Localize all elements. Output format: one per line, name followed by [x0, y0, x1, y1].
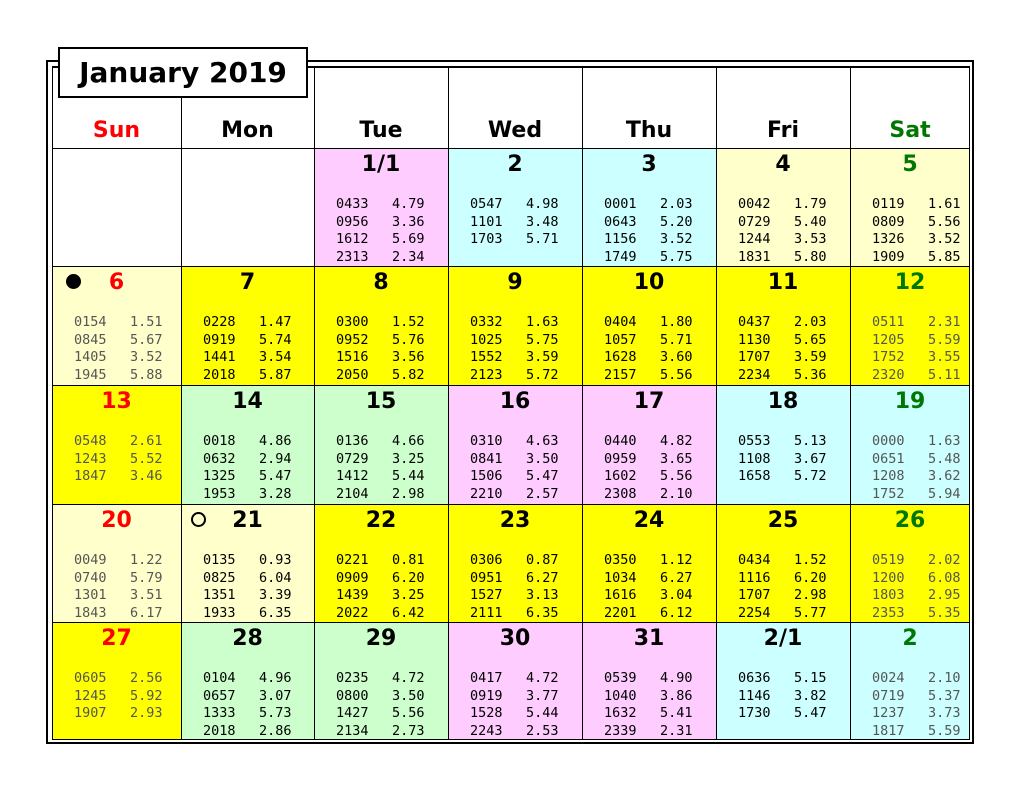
tide-height: 4.90	[660, 670, 693, 686]
tide-time: 1412	[336, 468, 369, 484]
tide-time: 2339	[604, 722, 637, 739]
tide-height: 0.87	[526, 552, 559, 568]
tide-height: 6.08	[928, 569, 961, 586]
tide-time: 0919	[203, 331, 236, 348]
tide-time: 1516	[336, 349, 369, 365]
tide-time: 2022	[336, 604, 369, 621]
tide-height: 3.25	[392, 587, 425, 603]
tide-height: 2.34	[392, 248, 425, 265]
tide-height: 6.17	[130, 604, 163, 621]
tide-time: 0553	[738, 433, 771, 449]
tide-height: 1.63	[526, 314, 559, 330]
tide-time: 1612	[336, 231, 369, 247]
tide-time: 1632	[604, 705, 637, 721]
tide-height: 4.82	[660, 433, 693, 449]
tide-time: 0845	[74, 331, 107, 348]
day-number: 14	[232, 389, 263, 414]
tide-time: 1146	[738, 687, 771, 704]
day-number: 2/1	[763, 626, 803, 651]
tide-time: 1034	[604, 569, 637, 586]
tide-height: 4.72	[392, 670, 425, 686]
tide-time: 0042	[738, 196, 771, 212]
tide-time: 1703	[470, 231, 503, 247]
tide-height: 5.72	[794, 468, 827, 484]
tide-height: 1.22	[130, 552, 163, 568]
tide-time: 1243	[74, 450, 107, 467]
tide-height: 2.86	[259, 722, 292, 739]
day-number: 24	[633, 508, 665, 533]
tide-height: 5.52	[130, 450, 163, 467]
day-number: 3	[641, 152, 657, 177]
tide-height: 2.10	[660, 485, 693, 502]
tide-height: 5.73	[259, 705, 292, 721]
month-title: January 2019	[58, 47, 308, 98]
tide-time: 0433	[336, 196, 369, 212]
day-number: 7	[239, 270, 256, 295]
tide-height: 5.47	[794, 705, 827, 721]
tide-height: 3.82	[794, 687, 827, 704]
tide-height: 4.98	[526, 196, 559, 212]
tide-time: 1301	[74, 587, 107, 603]
tide-height: 5.72	[526, 366, 559, 383]
tide-time: 0959	[604, 450, 637, 467]
tide-height: 3.52	[660, 231, 693, 247]
tide-height: 1.80	[660, 314, 693, 330]
tide-time: 1205	[872, 331, 905, 348]
weekday-sun: Sun	[92, 118, 141, 143]
day-number: 29	[365, 626, 397, 651]
tide-height: 1.61	[928, 196, 961, 212]
tide-time: 0104	[203, 670, 236, 686]
tide-time: 0024	[872, 670, 905, 686]
tide-time: 1707	[738, 587, 771, 603]
tide-height: 5.56	[660, 468, 693, 484]
tide-height: 3.48	[526, 213, 559, 230]
tide-time: 1130	[738, 331, 771, 348]
tide-time: 1817	[872, 722, 905, 739]
tide-height: 0.93	[259, 552, 292, 568]
tide-height: 3.04	[660, 587, 693, 603]
tide-time: 1628	[604, 349, 637, 365]
tide-time: 1326	[872, 231, 905, 247]
tide-height: 2.10	[928, 670, 961, 686]
tide-time: 0434	[738, 552, 771, 568]
tide-height: 5.59	[928, 722, 961, 739]
tide-time: 0404	[604, 314, 637, 330]
tide-time: 1506	[470, 468, 503, 484]
day-number: 23	[499, 508, 531, 533]
tide-time: 2050	[336, 366, 369, 383]
tide-height: 6.04	[259, 569, 292, 586]
tide-height: 1.51	[130, 314, 163, 330]
tide-time: 1427	[336, 705, 369, 721]
day-number: 5	[902, 152, 918, 177]
tide-height: 1.52	[794, 552, 827, 568]
tide-time: 2313	[336, 248, 369, 265]
tide-height: 1.79	[794, 196, 827, 212]
tide-time: 0651	[872, 450, 905, 467]
day-number: 21	[232, 508, 263, 533]
tide-time: 1351	[203, 587, 236, 603]
tide-time: 2018	[203, 366, 236, 383]
tide-height: 3.60	[660, 349, 693, 365]
tide-height: 6.12	[660, 604, 693, 621]
day-number: 10	[633, 270, 665, 295]
tide-height: 2.31	[928, 314, 961, 330]
tide-height: 5.79	[130, 569, 163, 586]
tide-time: 1245	[74, 687, 107, 704]
tide-height: 5.75	[660, 248, 693, 265]
tide-height: 2.31	[660, 722, 693, 739]
tide-time: 0643	[604, 213, 637, 230]
tide-time: 0657	[203, 687, 236, 704]
tide-height: 3.55	[928, 349, 961, 365]
day-number: 8	[373, 270, 389, 295]
tide-height: 4.66	[392, 433, 425, 449]
tide-height: 3.46	[130, 468, 163, 484]
tide-height: 3.36	[392, 213, 425, 230]
tide-time: 0909	[336, 569, 369, 586]
tide-height: 5.56	[392, 705, 425, 721]
tide-height: 5.75	[526, 331, 559, 348]
tide-height: 3.65	[660, 450, 693, 467]
tide-height: 2.03	[794, 314, 827, 330]
tide-height: 3.56	[392, 349, 425, 365]
tide-time: 0049	[74, 552, 107, 568]
tide-height: 2.03	[660, 196, 693, 212]
tide-height: 3.62	[928, 468, 961, 484]
tide-time: 0437	[738, 314, 771, 330]
tide-height: 5.15	[794, 670, 827, 686]
tide-time: 1909	[872, 248, 905, 265]
tide-time: 0539	[604, 670, 637, 686]
tide-time: 1333	[203, 705, 236, 721]
tide-time: 1933	[203, 604, 236, 621]
tide-height: 5.76	[392, 331, 425, 348]
day-number: 25	[767, 508, 799, 533]
tide-height: 5.94	[928, 485, 961, 502]
tide-time: 0548	[74, 433, 107, 449]
tide-height: 2.98	[392, 485, 425, 502]
tide-time: 0306	[470, 552, 503, 568]
tide-height: 3.67	[794, 450, 827, 467]
tide-height: 4.96	[259, 670, 292, 686]
weekday-mon: Mon	[221, 118, 274, 143]
tide-time: 2254	[738, 604, 771, 621]
tide-time: 1616	[604, 587, 637, 603]
tide-time: 0018	[203, 433, 236, 449]
tide-height: 5.56	[660, 366, 693, 383]
tide-time: 0919	[470, 687, 503, 704]
day-number: 31	[633, 626, 665, 651]
tide-height: 6.20	[794, 569, 827, 586]
tide-height: 5.71	[526, 231, 559, 247]
tide-time: 0547	[470, 196, 503, 212]
tide-height: 5.82	[392, 366, 425, 383]
tide-height: 5.69	[392, 231, 425, 247]
tide-time: 1025	[470, 331, 503, 348]
day-number: 17	[633, 389, 665, 414]
tide-time: 2111	[470, 604, 503, 621]
tide-height: 5.88	[130, 366, 163, 383]
tide-height: 6.42	[392, 604, 425, 621]
day-number: 18	[767, 389, 799, 414]
tide-time: 0310	[470, 433, 503, 449]
tide-height: 4.72	[526, 670, 559, 686]
tide-height: 4.79	[392, 196, 425, 212]
day-number: 30	[499, 626, 531, 651]
tide-height: 3.25	[392, 450, 425, 467]
tide-time: 1658	[738, 468, 771, 484]
tide-time: 2320	[872, 366, 905, 383]
tide-time: 0951	[470, 569, 503, 586]
tide-time: 2134	[336, 722, 369, 739]
tide-time: 1439	[336, 587, 369, 603]
tide-height: 5.13	[794, 433, 827, 449]
day-number: 11	[767, 270, 799, 295]
tide-height: 4.63	[526, 433, 559, 449]
tide-height: 2.61	[130, 433, 163, 449]
tide-time: 0519	[872, 552, 905, 568]
tide-time: 1752	[872, 485, 905, 502]
tide-height: 5.59	[928, 331, 961, 348]
tide-time: 0135	[203, 552, 236, 568]
tide-height: 5.20	[660, 213, 693, 230]
tide-time: 1200	[872, 569, 905, 586]
tide-time: 0729	[738, 213, 771, 230]
tide-time: 0636	[738, 670, 771, 686]
tide-height: 2.95	[928, 587, 961, 603]
tide-height: 6.27	[660, 569, 693, 586]
tide-time: 0221	[336, 552, 369, 568]
tide-time: 0800	[336, 687, 369, 704]
tide-time: 2018	[203, 722, 236, 739]
day-number: 9	[507, 270, 523, 295]
tide-time: 0001	[604, 196, 637, 212]
tide-height: 6.35	[259, 604, 292, 621]
tide-time: 2201	[604, 604, 637, 621]
tide-time: 0740	[74, 569, 107, 586]
tide-time: 1749	[604, 248, 637, 265]
tide-time: 2308	[604, 485, 637, 502]
tide-height: 3.28	[259, 485, 292, 502]
day-number: 20	[101, 508, 132, 533]
tide-time: 1237	[872, 705, 905, 721]
day-number: 2	[902, 626, 918, 651]
tide-time: 0511	[872, 314, 905, 330]
tide-height: 5.92	[130, 687, 163, 704]
tide-height: 2.53	[526, 722, 559, 739]
tide-height: 5.65	[794, 331, 827, 348]
tide-height: 3.13	[526, 587, 559, 603]
tide-height: 3.39	[259, 587, 292, 603]
day-number: 15	[365, 389, 397, 414]
tide-time: 0719	[872, 687, 905, 704]
tide-time: 2353	[872, 604, 905, 621]
tide-time: 1405	[74, 349, 107, 365]
tide-time: 1552	[470, 349, 503, 365]
tide-time: 1208	[872, 468, 905, 484]
tide-time: 1847	[74, 468, 107, 484]
tide-height: 5.85	[928, 248, 961, 265]
weekday-thu: Thu	[625, 118, 673, 143]
tide-height: 3.53	[794, 231, 827, 247]
tide-time: 1527	[470, 587, 503, 603]
day-number: 2	[507, 152, 523, 177]
tide-height: 2.73	[392, 722, 425, 739]
tide-time: 0729	[336, 450, 369, 467]
tide-time: 1441	[203, 349, 236, 365]
tide-height: 6.35	[526, 604, 559, 621]
tide-height: 5.40	[794, 213, 827, 230]
tide-time: 1730	[738, 705, 771, 721]
tide-height: 3.51	[130, 587, 163, 603]
tide-time: 0825	[203, 569, 236, 586]
tide-time: 1843	[74, 604, 107, 621]
tide-time: 1945	[74, 366, 107, 383]
weekday-tue: Tue	[359, 118, 403, 143]
tide-time: 1831	[738, 248, 771, 265]
day-number: 28	[232, 626, 263, 651]
tide-time: 1057	[604, 331, 637, 348]
tide-height: 3.54	[259, 349, 292, 365]
tide-height: 3.73	[928, 705, 961, 721]
day-number: 22	[365, 508, 397, 533]
tide-time: 1907	[74, 705, 107, 721]
tide-time: 0235	[336, 670, 369, 686]
tide-height: 5.80	[794, 248, 827, 265]
tide-height: 3.07	[259, 687, 292, 704]
tide-time: 0605	[74, 670, 107, 686]
tide-time: 0332	[470, 314, 503, 330]
tide-height: 5.77	[794, 604, 827, 621]
tide-height: 3.50	[526, 450, 559, 467]
tide-height: 5.35	[928, 604, 961, 621]
tide-height: 5.44	[392, 468, 425, 484]
day-number: 19	[894, 389, 926, 414]
tide-time: 0417	[470, 670, 503, 686]
tide-height: 5.37	[928, 687, 961, 704]
tide-height: 3.52	[130, 349, 163, 365]
tide-height: 2.57	[526, 485, 559, 502]
tide-time: 0154	[74, 314, 107, 330]
tide-height: 3.77	[526, 687, 559, 704]
tide-time: 0841	[470, 450, 503, 467]
tide-height: 2.56	[130, 670, 163, 686]
day-number: 16	[499, 389, 531, 414]
tide-height: 2.98	[794, 587, 827, 603]
tide-time: 1040	[604, 687, 637, 704]
day-number: 26	[894, 508, 926, 533]
tide-height: 4.86	[259, 433, 292, 449]
tide-height: 5.48	[928, 450, 961, 467]
tide-height: 5.71	[660, 331, 693, 348]
tide-height: 5.67	[130, 331, 163, 348]
tide-time: 0952	[336, 331, 369, 348]
tide-time: 0632	[203, 450, 236, 467]
tide-time: 1108	[738, 450, 771, 467]
tide-height: 6.20	[392, 569, 425, 586]
tide-height: 5.41	[660, 705, 693, 721]
tide-time: 2123	[470, 366, 503, 383]
tide-height: 5.87	[259, 366, 292, 383]
tide-time: 0136	[336, 433, 369, 449]
tide-height: 5.44	[526, 705, 559, 721]
tide-time: 2210	[470, 485, 503, 502]
tide-height: 0.81	[392, 552, 425, 568]
tide-time: 2243	[470, 722, 503, 739]
day-number: 12	[894, 270, 926, 295]
tide-height: 3.86	[660, 687, 693, 704]
tide-time: 1156	[604, 231, 637, 247]
tide-time: 1953	[203, 485, 236, 502]
weekday-fri: Fri	[766, 118, 799, 143]
tide-time: 1707	[738, 349, 771, 365]
tide-height: 1.12	[660, 552, 693, 568]
tide-height: 5.47	[259, 468, 292, 484]
tide-time: 0956	[336, 213, 369, 230]
tide-height: 5.11	[928, 366, 961, 383]
tide-height: 3.59	[526, 349, 559, 365]
day-number: 6	[108, 270, 125, 295]
tide-height: 2.93	[130, 705, 163, 721]
day-number: 1/1	[361, 152, 401, 177]
weekday-wed: Wed	[487, 118, 543, 143]
day-number: 4	[775, 152, 791, 177]
tide-time: 1325	[203, 468, 236, 484]
tide-height: 3.50	[392, 687, 425, 704]
tide-time: 0000	[872, 433, 905, 449]
tide-time: 0809	[872, 213, 905, 230]
tide-time: 1752	[872, 349, 905, 365]
tide-height: 3.59	[794, 349, 827, 365]
tide-time: 1528	[470, 705, 503, 721]
tide-time: 0350	[604, 552, 637, 568]
day-number: 13	[101, 389, 132, 414]
tide-height: 5.56	[928, 213, 961, 230]
tide-height: 5.47	[526, 468, 559, 484]
tide-time: 1244	[738, 231, 771, 247]
tide-height: 1.52	[392, 314, 425, 330]
tide-time: 1101	[470, 213, 503, 230]
tide-time: 2104	[336, 485, 369, 502]
tide-time: 0228	[203, 314, 236, 330]
tide-height: 1.47	[259, 314, 292, 330]
tide-height: 1.63	[928, 433, 961, 449]
tide-time: 1803	[872, 587, 905, 603]
calendar-inner-frame	[52, 66, 970, 740]
tide-height: 2.94	[259, 450, 292, 467]
tide-height: 5.36	[794, 366, 827, 383]
tide-time: 2234	[738, 366, 771, 383]
weekday-sat: Sat	[889, 118, 931, 143]
day-number: 27	[101, 626, 132, 651]
tide-time: 0440	[604, 433, 637, 449]
tide-height: 5.74	[259, 331, 292, 348]
tide-time: 0119	[872, 196, 905, 212]
tide-height: 3.52	[928, 231, 961, 247]
tide-time: 0300	[336, 314, 369, 330]
tide-time: 2157	[604, 366, 637, 383]
tide-height: 2.02	[928, 552, 961, 568]
tide-time: 1116	[738, 569, 771, 586]
tide-time: 1602	[604, 468, 637, 484]
tide-height: 6.27	[526, 569, 559, 586]
